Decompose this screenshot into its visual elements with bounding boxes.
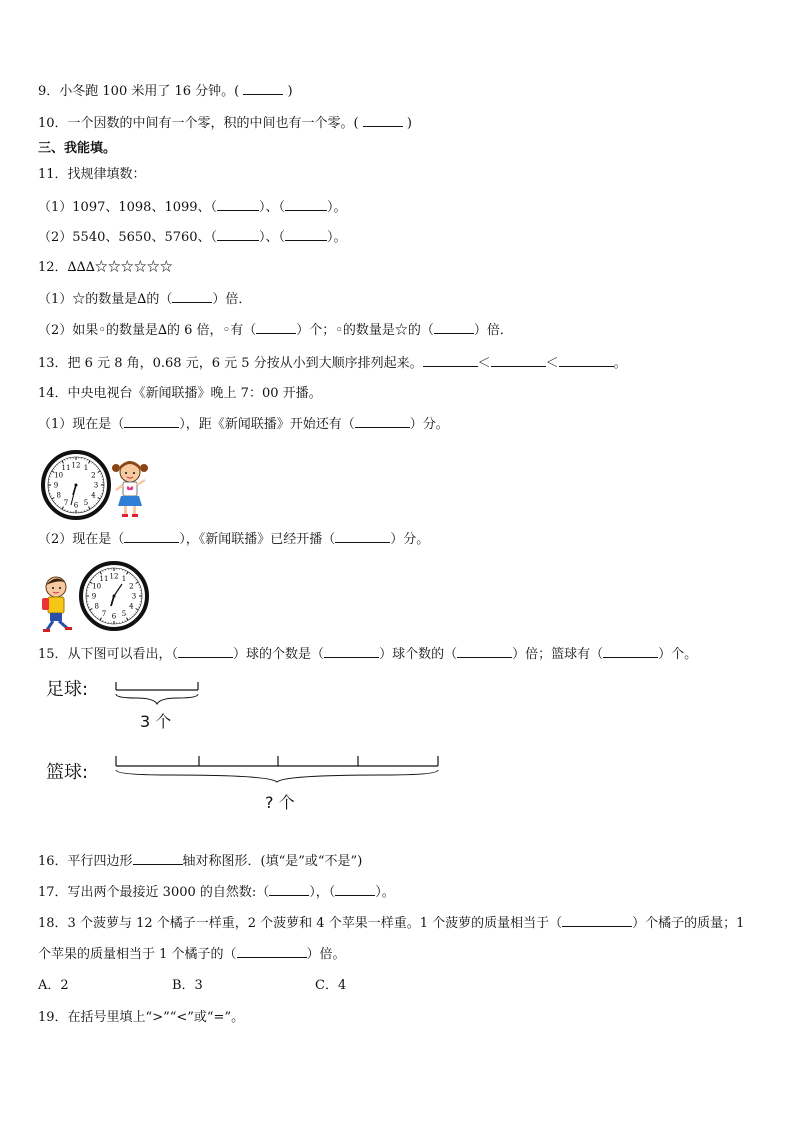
- clock-numeral: 8: [56, 491, 61, 500]
- question-14-part-2: （2）现在是（ ），《新闻联播》已经开播（ ）分。: [38, 532, 430, 547]
- question-12-part-1: （1）☆的数量是∆的（ ）倍．: [38, 292, 252, 307]
- clock-numeral: 12: [71, 461, 81, 470]
- answer-blank[interactable]: [237, 945, 307, 958]
- clock-numeral: 8: [94, 602, 99, 611]
- clock-numeral: 10: [92, 582, 102, 591]
- clock-1: [40, 449, 112, 521]
- question-19: 19．在括号里填上“>”“<”或“=”。: [38, 1010, 245, 1025]
- clock-numeral: 6: [73, 501, 79, 510]
- clock-numeral: 9: [53, 481, 59, 490]
- answer-blank[interactable]: [243, 82, 283, 95]
- football-count: 3 个: [140, 712, 172, 731]
- answer-blank[interactable]: [423, 354, 478, 367]
- answer-blank[interactable]: [355, 415, 410, 428]
- answer-blank[interactable]: [178, 645, 233, 658]
- section-title: 三、我能填。: [38, 141, 117, 156]
- answer-blank[interactable]: [172, 290, 212, 303]
- football-label: 足球:: [46, 679, 89, 700]
- question-18-line-2: 个苹果的质量相当于 1 个橘子的（ ）倍。: [38, 947, 346, 962]
- question-9: 9．小冬跑 100 米用了 16 分钟。( ): [38, 84, 293, 99]
- clock-numeral: 6: [111, 612, 117, 621]
- question-14: 14．中央电视台《新闻联播》晚上 7：00 开播。: [38, 386, 322, 401]
- option-b[interactable]: B．3: [172, 978, 203, 993]
- clock-numeral: 9: [91, 592, 97, 601]
- clock-numeral: 11: [61, 464, 71, 473]
- boy-illustration: [38, 573, 78, 635]
- answer-blank[interactable]: [217, 228, 259, 241]
- question-11: 11．找规律填数：: [38, 167, 146, 182]
- option-a[interactable]: A．2: [38, 978, 69, 993]
- answer-blank[interactable]: [603, 645, 658, 658]
- answer-blank[interactable]: [457, 645, 512, 658]
- answer-blank[interactable]: [217, 198, 259, 211]
- clock-numeral: 3: [131, 592, 137, 601]
- basketball-segment-diagram: [110, 750, 450, 786]
- question-14-part-1: （1）现在是（ ），距《新闻联播》开始还有（ ）分。: [38, 417, 449, 432]
- answer-blank[interactable]: [324, 645, 379, 658]
- clock-numeral: 4: [91, 491, 96, 500]
- option-c[interactable]: C．4: [315, 978, 347, 993]
- basketball-count: ? 个: [265, 793, 295, 812]
- football-segment-diagram: [110, 676, 210, 708]
- clock-numeral: 4: [129, 602, 134, 611]
- question-12: 12．∆∆∆☆☆☆☆☆☆: [38, 260, 173, 275]
- question-12-part-2: （2）如果◦的数量是∆的 6 倍，◦有（ ）个；◦的数量是☆的（ ）倍．: [38, 323, 513, 338]
- clock-numeral: 1: [121, 575, 127, 584]
- question-11-part-1: （1）1097、1098、1099、（ ）、（ ）。: [38, 200, 347, 215]
- answer-blank[interactable]: [363, 114, 403, 127]
- question-13: 13．把 6 元 8 角，0.68 元，6 元 5 分按从小到大顺序排列起来。 ＜ ＜ 。: [38, 356, 627, 371]
- answer-blank[interactable]: [124, 530, 179, 543]
- question-10: 10．一个因数的中间有一个零，积的中间也有一个零。( ): [38, 116, 412, 131]
- answer-blank[interactable]: [562, 914, 632, 927]
- clock-numeral: 3: [93, 481, 99, 490]
- clock-numeral: 7: [63, 498, 69, 507]
- question-18-options: [38, 977, 346, 995]
- clock-numeral: 5: [83, 498, 89, 507]
- question-15: 15．从下图可以看出，（ ）球的个数是（ ）球个数的（ ）倍；篮球有（ ）个。: [38, 647, 698, 662]
- answer-blank[interactable]: [285, 228, 327, 241]
- basketball-label: 篮球:: [46, 762, 89, 783]
- answer-blank[interactable]: [124, 415, 179, 428]
- question-17: 17．写出两个最接近 3000 的自然数:（ ），（ ）。: [38, 885, 395, 900]
- answer-blank[interactable]: [133, 852, 183, 865]
- answer-blank[interactable]: [491, 354, 546, 367]
- answer-blank[interactable]: [335, 530, 390, 543]
- clock-2: [78, 560, 150, 632]
- clock-numeral: 7: [101, 609, 107, 618]
- clock-numeral: 10: [54, 471, 64, 480]
- clock-numeral: 11: [99, 575, 109, 584]
- answer-blank[interactable]: [269, 883, 309, 896]
- answer-blank[interactable]: [256, 321, 296, 334]
- clock-numeral: 5: [121, 609, 127, 618]
- girl-illustration: [110, 458, 150, 520]
- answer-blank[interactable]: [434, 321, 474, 334]
- clock-numeral: 1: [83, 464, 89, 473]
- question-11-part-2: （2）5540、5650、5760、（ ）、（ ）。: [38, 230, 347, 245]
- answer-blank[interactable]: [335, 883, 375, 896]
- answer-blank[interactable]: [285, 198, 327, 211]
- answer-blank[interactable]: [559, 354, 614, 367]
- question-16: 16．平行四边形 轴对称图形．(填“是”或“不是”): [38, 854, 363, 869]
- question-18-line-1: 18．3 个菠萝与 12 个橘子一样重，2 个菠萝和 4 个苹果一样重。1 个菠萝的质量相当于（ ）个橘子的质量；1: [38, 916, 745, 931]
- clock-numeral: 12: [109, 572, 119, 581]
- clock-numeral: 2: [91, 471, 96, 480]
- clock-numeral: 2: [129, 582, 134, 591]
